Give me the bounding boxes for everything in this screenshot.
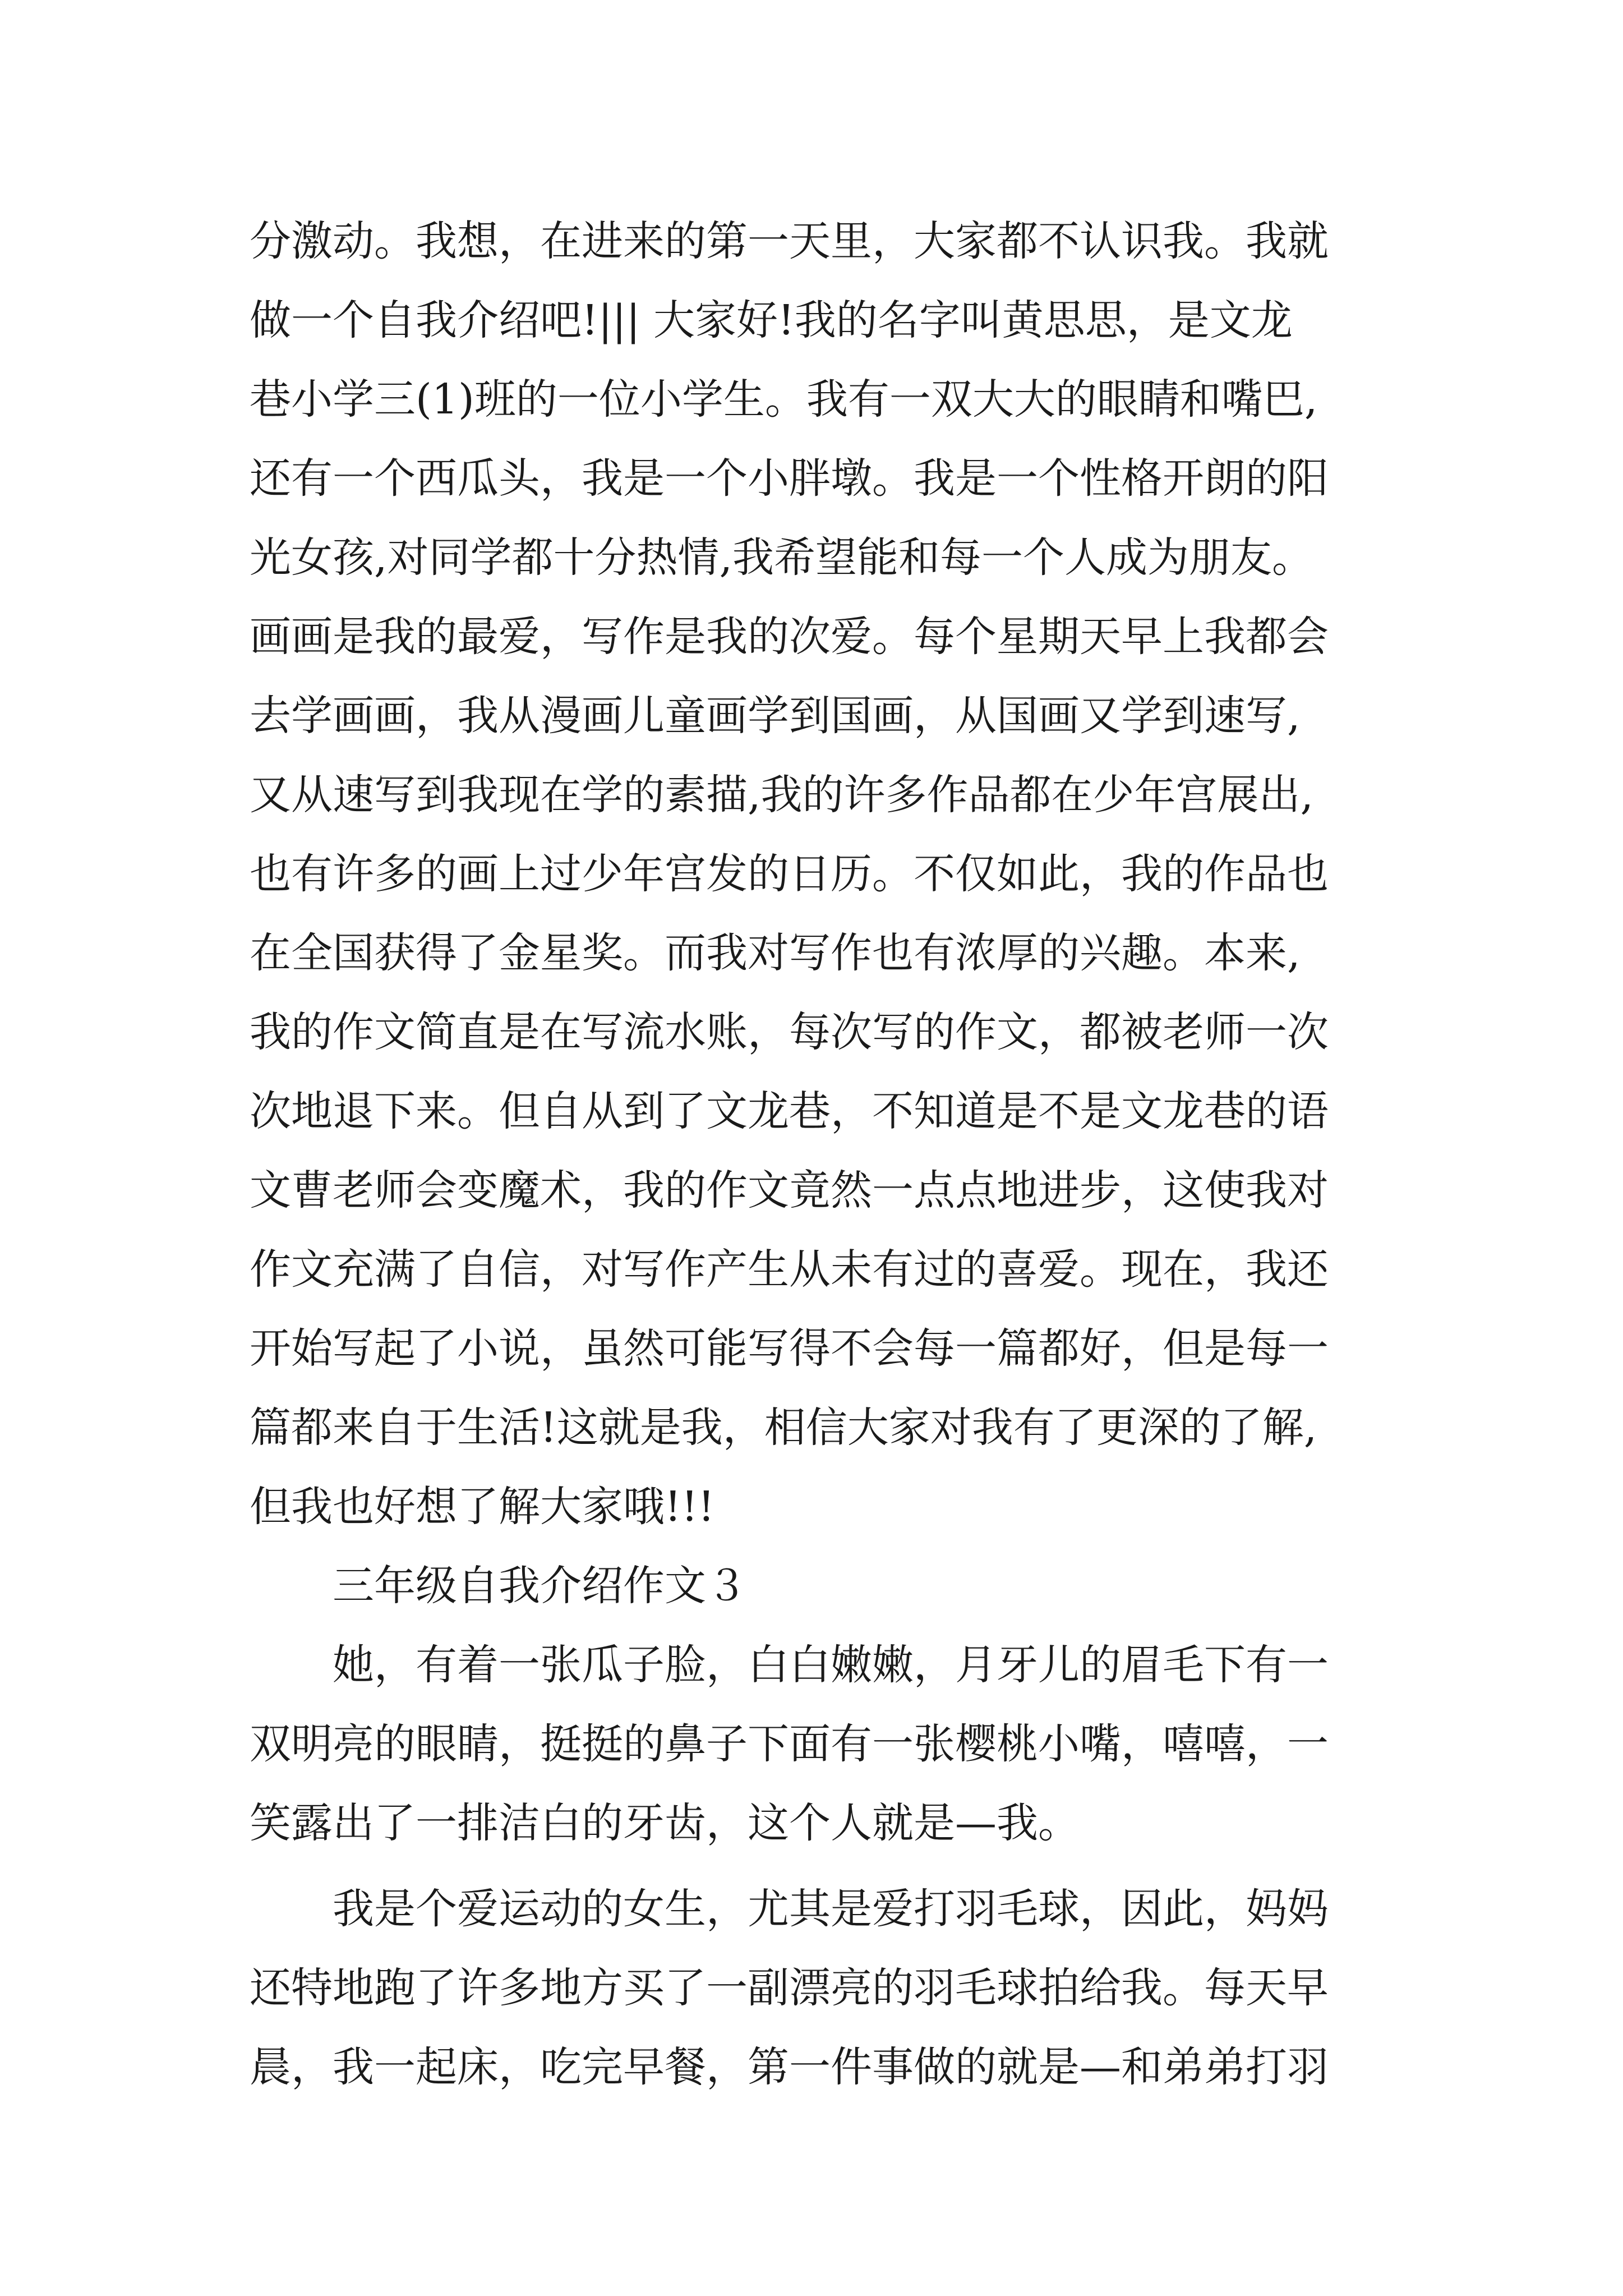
text-line: 在全国获得了金星奖。而我对写作也有浓厚的兴趣。本来, (250, 929, 1301, 977)
text-line: 还特地跑了许多地方买了一副漂亮的羽毛球拍给我。每天早 (250, 1964, 1329, 2012)
text-line: 文曹老师会变魔术，我的作文竟然一点点地进步，这使我对 (250, 1166, 1329, 1214)
text-line: 篇都来自于生活!这就是我，相信大家对我有了更深的了解, (250, 1404, 1317, 1452)
text-line: 做一个自我介绍吧!||| 大家好!我的名字叫黄思思，是文龙 (250, 296, 1293, 344)
text-line: 也有许多的画上过少年宫发的日历。不仅如此，我的作品也 (250, 850, 1329, 898)
text-line: 开始写起了小说，虽然可能写得不会每一篇都好，但是每一 (250, 1324, 1329, 1373)
text-line: 作文充满了自信，对写作产生从未有过的喜爱。现在，我还 (250, 1245, 1329, 1294)
essay-title: 三年级自我介绍作文３ (333, 1562, 748, 1610)
text-line: 她，有着一张瓜子脸，白白嫩嫩，月牙儿的眉毛下有一 (333, 1641, 1329, 1689)
document-body (250, 202, 1396, 2107)
essay-paragraph-1 (250, 1626, 1396, 1863)
text-line: 我的作文简直是在写流水账，每次写的作文，都被老师一次 (250, 1008, 1329, 1056)
text-line: 我是个爱运动的女生，尤其是爱打羽毛球，因此，妈妈 (333, 1885, 1329, 1933)
text-line: 去学画画，我从漫画儿童画学到国画，从国画又学到速写, (250, 692, 1301, 740)
text-line: 晨，我一起床，吃完早餐，第一件事做的就是—和弟弟打羽 (250, 2043, 1329, 2091)
essay-paragraph-2 (250, 1870, 1396, 2107)
text-line: 巷小学三(1)班的一位小学生。我有一双大大的眼睛和嘴巴, (250, 375, 1318, 424)
text-line: 又从速写到我现在学的素描,我的许多作品都在少年宫展出, (250, 771, 1314, 819)
paragraph-gap (250, 1863, 1396, 1870)
intro-paragraph (250, 202, 1396, 1547)
text-line: 笑露出了一排洁白的牙齿，这个人就是—我。 (250, 1799, 1080, 1847)
text-line: 次地退下来。但自从到了文龙巷，不知道是不是文龙巷的语 (250, 1087, 1329, 1135)
text-line: 但我也好想了解大家哦!!! (250, 1483, 715, 1531)
text-line: 画画是我的最爱，写作是我的次爱。每个星期天早上我都会 (250, 613, 1329, 661)
text-line: 双明亮的眼睛，挺挺的鼻子下面有一张樱桃小嘴，嘻嘻，一 (250, 1720, 1329, 1768)
text-line: 还有一个西瓜头，我是一个小胖墩。我是一个性格开朗的阳 (250, 454, 1329, 503)
text-line: 光女孩,对同学都十分热情,我希望能和每一个人成为朋友。 (250, 533, 1314, 582)
text-line: 分激动。我想，在进来的第一天里，大家都不认识我。我就 (250, 217, 1329, 265)
